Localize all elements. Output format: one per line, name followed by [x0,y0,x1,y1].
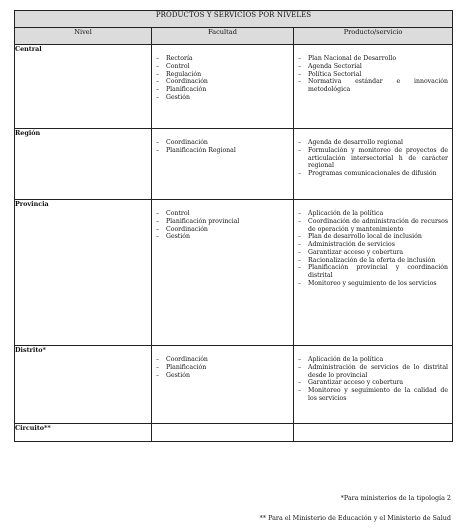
producto-item-text: Programas comunicacionales de difusión [308,170,437,177]
dash-bullet: – [156,225,160,233]
list-item [156,71,289,79]
producto-item-text: Política Sectorial [308,70,362,78]
footnote-educacion-salud: ** Para el Ministerio de Educación y el Ministerio de Salud [259,514,451,522]
facultad-item-text: Planificación provincial [166,217,240,225]
dash-bullet: – [156,78,160,86]
producto-item-text: Aplicación de la política [308,210,384,217]
footnote-tipologia: *Para ministerios de la tipología 2 [340,494,451,502]
dash-bullet: – [156,210,160,217]
list-item [298,280,448,288]
facultad-item-text: Planificación [166,363,207,371]
producto-item-text: Monitoreo y seguimiento de los servicios [308,279,437,287]
dash-bullet: – [298,55,302,62]
list-item [156,94,289,102]
producto-item-text: Garantizar acceso y cobertura [308,248,404,256]
dash-bullet: – [156,62,160,70]
list-item [156,63,289,71]
list-item [298,210,448,218]
list-item [298,233,448,241]
facultad-list [152,346,293,383]
list-item [156,364,289,372]
list-item [156,356,289,364]
dash-bullet: – [298,356,302,363]
list-item [298,249,448,257]
producto-item-text: Monitoreo y seguimiento de la calidad de los servicios [308,387,449,402]
facultad-item-text: Control [166,62,190,70]
dash-bullet: – [298,264,302,272]
dash-bullet: – [156,233,160,241]
table-body [15,45,453,442]
list-item [298,379,448,387]
dash-bullet: – [298,146,302,154]
facultad-cell [152,129,294,200]
nivel-cell: Circuito** [15,424,152,442]
dash-bullet: – [156,363,160,371]
facultad-item-text: Gestión [166,93,190,101]
producto-item-text: Formulación y monitoreo de proyectos de articulación intersectorial h de carácter regional [308,146,449,170]
producto-item-text: Coordinación de administración de recursos de operación y mantenimiento [308,217,449,233]
table-title: PRODUCTOS Y SERVICIOS POR NIVELES [15,11,453,28]
list-item [298,218,448,234]
dash-bullet: – [298,170,302,177]
producto-item-text: Garantizar acceso y cobertura [308,379,404,387]
header-producto: Producto/servicio [294,28,453,45]
list-item [156,218,289,226]
dash-bullet: – [298,233,302,241]
list-item [298,364,448,380]
list-item [156,86,289,94]
dash-bullet: – [298,241,302,248]
list-item [156,147,289,155]
table-row [15,200,453,346]
producto-list [294,346,452,407]
header-nivel: Nivel [15,28,152,45]
table-row [15,45,453,129]
levels-table [14,10,453,442]
list-item [298,264,448,280]
list-item [156,55,289,63]
list-item [298,71,448,79]
producto-cell [294,200,453,346]
dash-bullet: – [156,356,160,363]
dash-bullet: – [156,70,160,78]
dash-bullet: – [156,371,160,379]
list-item [298,356,448,364]
producto-cell [294,45,453,129]
facultad-item-text: Gestión [166,371,190,379]
dash-bullet: – [298,210,302,217]
facultad-item-text: Coordinación [166,78,208,86]
list-item [298,55,448,63]
facultad-item-text: Coordinación [166,139,208,146]
list-item [156,139,289,147]
list-item [298,139,448,147]
dash-bullet: – [298,379,302,387]
list-item [156,233,289,241]
dash-bullet: – [156,93,160,101]
dash-bullet: – [298,363,302,371]
dash-bullet: – [298,279,302,287]
dash-bullet: – [298,256,302,264]
dash-bullet: – [298,217,302,225]
list-item [156,226,289,234]
facultad-item-text: Coordinación [166,225,208,233]
producto-item-text: Racionalización de la oferta de inclusión [308,256,436,264]
producto-item-text: Administración de servicios [308,241,395,248]
producto-item-text: Administración de servicios de lo distrital desde lo provincial [308,363,449,379]
producto-item-text: Agenda Sectorial [308,62,362,70]
list-item [298,147,448,170]
producto-item-text: Plan de desarrollo local de inclusión [308,233,422,241]
dash-bullet: – [298,62,302,70]
header-facultad: Facultad [152,28,294,45]
list-item [298,387,448,403]
dash-bullet: – [298,139,302,146]
producto-list [294,129,452,182]
nivel-cell: Distrito* [15,346,152,424]
nivel-cell: Provincia [15,200,152,346]
producto-list [294,45,452,98]
facultad-list [152,200,293,245]
facultad-item-text: Regulación [166,70,202,78]
dash-bullet: – [298,387,302,394]
facultad-item-text: Planificación [166,86,207,93]
dash-bullet: – [298,78,302,86]
facultad-cell [152,45,294,129]
list-item [298,241,448,249]
dash-bullet: – [156,139,160,146]
producto-item-text: Plan Nacional de Desarrollo [308,55,397,62]
dash-bullet: – [156,86,160,93]
producto-item-text: Aplicación de la política [308,356,384,363]
list-item [298,257,448,265]
facultad-item-text: Control [166,210,190,217]
facultad-list [152,45,293,106]
dash-bullet: – [298,248,302,256]
dash-bullet: – [156,55,160,62]
facultad-cell [152,424,294,442]
producto-list [294,200,452,292]
dash-bullet: – [156,146,160,154]
facultad-item-text: Gestión [166,233,190,241]
list-item [298,78,448,94]
table-row [15,129,453,200]
facultad-list [152,129,293,159]
table-row [15,346,453,424]
facultad-cell [152,346,294,424]
facultad-item-text: Rectoría [166,55,193,62]
list-item [156,210,289,218]
producto-item-text: Normativa estándar e innovación metodológica [308,78,449,93]
list-item [156,372,289,380]
facultad-cell [152,200,294,346]
facultad-item-text: Coordinación [166,356,208,363]
producto-cell [294,346,453,424]
producto-item-text: Planificación provincial y coordinación distrital [308,264,449,279]
list-item [298,63,448,71]
nivel-cell: Central [15,45,152,129]
table-row [15,424,453,442]
producto-item-text: Agenda de desarrollo regional [308,139,403,146]
nivel-cell: Región [15,129,152,200]
producto-cell [294,129,453,200]
producto-cell [294,424,453,442]
dash-bullet: – [298,70,302,78]
list-item [156,78,289,86]
dash-bullet: – [156,217,160,225]
facultad-item-text: Planificación Regional [166,146,236,154]
list-item [298,170,448,178]
